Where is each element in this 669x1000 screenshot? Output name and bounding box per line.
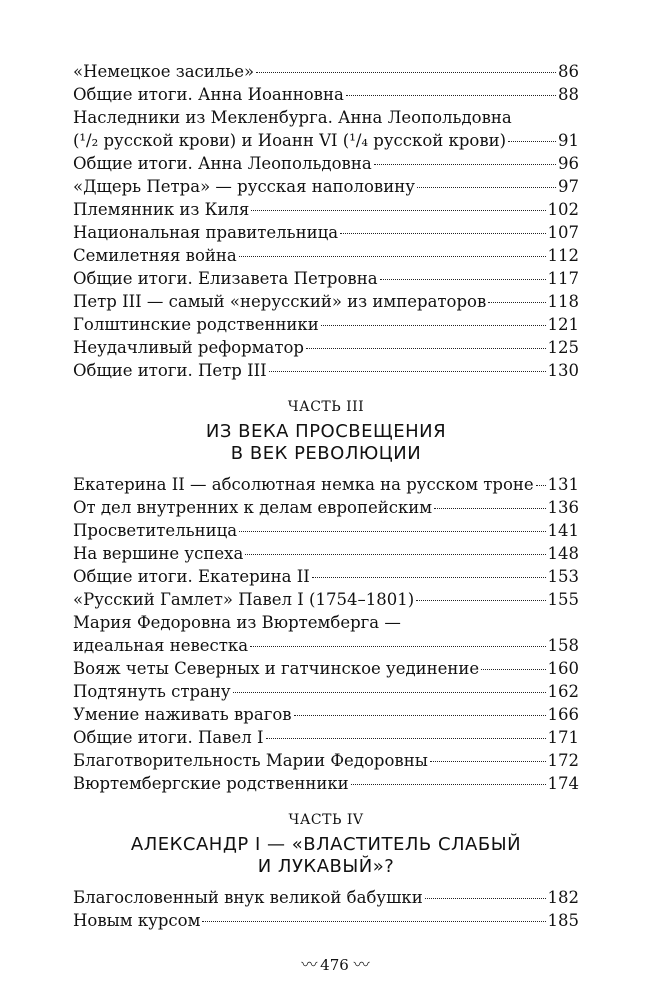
dot-leader: [266, 738, 546, 739]
dot-leader: [294, 715, 546, 716]
toc-entry-page: 125: [547, 338, 579, 357]
dot-leader: [417, 187, 556, 188]
toc-entry-row: [73, 175, 579, 198]
dot-leader: [536, 485, 546, 486]
toc-entry-page: 96: [558, 154, 579, 173]
toc-entry: [73, 703, 579, 726]
toc-entry-title: Просветительница: [73, 521, 238, 540]
toc-entry-page: 86: [558, 62, 579, 81]
dot-leader: [251, 210, 545, 211]
toc-entry-title: Петр III — самый «нерусский» из императоров: [73, 292, 487, 311]
toc-entry: [73, 152, 579, 175]
toc-entry: [73, 60, 579, 83]
toc-entry-page: 88: [558, 85, 579, 104]
toc-entry: [73, 680, 579, 703]
toc-entry-page: 158: [547, 636, 579, 655]
toc-entry-page: 172: [547, 751, 579, 770]
toc-entry-row: [73, 290, 579, 313]
toc-entry: [73, 244, 579, 267]
toc-entry-page: 136: [547, 498, 579, 517]
dot-leader: [346, 95, 556, 96]
toc-entry-row: [73, 703, 579, 726]
toc-entry-row: [73, 565, 579, 588]
toc-entry-title: «Немецкое засилье»: [73, 62, 255, 81]
dot-leader: [321, 325, 546, 326]
toc-entry-page: 141: [547, 521, 579, 540]
toc-entry: [73, 726, 579, 749]
toc-entry-row: [73, 749, 579, 772]
dot-leader: [508, 141, 556, 142]
toc-entry-page: 155: [547, 590, 579, 609]
ornament-right-icon: 〰: [353, 955, 368, 974]
toc-entry-page: 171: [547, 728, 579, 747]
toc-entry-row: [73, 588, 579, 611]
part3-title-line2: В ВЕК РЕВОЛЮЦИИ: [230, 443, 422, 464]
toc-entry-row: [73, 473, 579, 496]
dot-leader: [351, 784, 546, 785]
toc-entry: [73, 611, 579, 657]
toc-entry: [73, 290, 579, 313]
toc-entry: [73, 772, 579, 795]
toc-entry-title: Вояж четы Северных и гатчинское уединение: [73, 659, 480, 678]
toc-group-part3: [73, 473, 579, 795]
toc-entry-row: [73, 886, 579, 909]
toc-entry: [73, 359, 579, 382]
dot-leader: [239, 531, 545, 532]
toc-entry-title: Благословенный внук великой бабушки: [73, 888, 423, 907]
toc-entry-page: 121: [547, 315, 579, 334]
toc-entry-row: [73, 313, 579, 336]
dot-leader: [256, 72, 556, 73]
toc-entry-row: [73, 909, 579, 932]
part3-title-line1: ИЗ ВЕКА ПРОСВЕЩЕНИЯ: [205, 421, 447, 442]
toc-group-part2-continued: [73, 60, 579, 382]
dot-leader: [233, 692, 546, 693]
dot-leader: [430, 761, 546, 762]
dot-leader: [269, 371, 546, 372]
toc-entry-title: «Дщерь Петра» — русская наполовину: [73, 177, 415, 196]
toc-entry-title-first-line: Мария Федоровна из Вюртемберга —: [73, 613, 401, 632]
toc-entry-title: «Русский Гамлет» Павел I (1754–1801): [73, 590, 415, 609]
part4-title: [73, 834, 579, 878]
table-of-contents: [73, 60, 579, 932]
toc-entry: [73, 542, 579, 565]
toc-entry-title: Подтянуть страну: [73, 682, 231, 701]
toc-entry-row: [73, 657, 579, 680]
toc-entry: [73, 106, 579, 152]
toc-entry-row: [73, 83, 579, 106]
toc-entry-title: Общие итоги. Петр III: [73, 361, 267, 380]
toc-entry-page: 97: [558, 177, 579, 196]
toc-entry: [73, 336, 579, 359]
toc-entry-row: [73, 129, 579, 152]
toc-entry-page: 174: [547, 774, 579, 793]
toc-entry: [73, 175, 579, 198]
toc-entry: [73, 267, 579, 290]
toc-entry-row: [73, 772, 579, 795]
toc-entry-page: 117: [547, 269, 579, 288]
toc-entry-row: [73, 267, 579, 290]
ornament-left-icon: 〰: [301, 955, 316, 974]
toc-entry-row: [73, 221, 579, 244]
toc-group-part4: [73, 886, 579, 932]
toc-entry-page: 107: [547, 223, 579, 242]
part4-title-line2: И ЛУКАВЫЙ»?: [257, 856, 395, 877]
toc-entry-title: Неудачливый реформатор: [73, 338, 304, 357]
toc-entry-page: 102: [547, 200, 579, 219]
toc-entry-row: [73, 359, 579, 382]
toc-entry-row: [73, 152, 579, 175]
toc-entry-title: Общие итоги. Павел I: [73, 728, 264, 747]
toc-entry: [73, 886, 579, 909]
page-number: 476: [320, 956, 349, 974]
dot-leader: [380, 279, 546, 280]
toc-entry-title: Общие итоги. Елизавета Петровна: [73, 269, 378, 288]
toc-entry-page: 182: [547, 888, 579, 907]
toc-entry-title: Национальная правительница: [73, 223, 339, 242]
toc-entry-page: 153: [547, 567, 579, 586]
toc-entry: [73, 588, 579, 611]
part3-label: ЧАСТЬ III: [287, 399, 365, 415]
toc-entry: [73, 313, 579, 336]
toc-entry-title: На вершине успеха: [73, 544, 244, 563]
toc-entry-row: [73, 519, 579, 542]
toc-entry-title: Новым курсом: [73, 911, 201, 930]
toc-entry-title: От дел внутренних к делам европейским: [73, 498, 433, 517]
toc-entry-page: 91: [558, 131, 579, 150]
toc-entry-title: Общие итоги. Екатерина II: [73, 567, 310, 586]
part4-title-line1: АЛЕКСАНДР I — «ВЛАСТИТЕЛЬ СЛАБЫЙ: [130, 834, 522, 855]
toc-entry-title: идеальная невестка: [73, 636, 249, 655]
dot-leader: [239, 256, 546, 257]
toc-entry-title: Голштинские родственники: [73, 315, 319, 334]
toc-entry-row: [73, 244, 579, 267]
toc-entry: [73, 657, 579, 680]
toc-entry-page: 118: [547, 292, 579, 311]
toc-entry-title: Племянник из Киля: [73, 200, 250, 219]
toc-entry-row: [73, 60, 579, 83]
toc-entry: [73, 519, 579, 542]
toc-entry: [73, 565, 579, 588]
toc-entry-title: Общие итоги. Анна Леопольдовна: [73, 154, 372, 173]
toc-entry-page: 162: [547, 682, 579, 701]
toc-entry-page: 130: [547, 361, 579, 380]
toc-entry-title-first-line: Наследники из Мекленбурга. Анна Леопольдовна: [73, 108, 512, 127]
dot-leader: [250, 646, 545, 647]
toc-entry-row: [73, 496, 579, 519]
toc-entry: [73, 749, 579, 772]
toc-entry-row: [73, 542, 579, 565]
toc-entry-row: [73, 680, 579, 703]
dot-leader: [416, 600, 545, 601]
toc-entry: [73, 496, 579, 519]
toc-entry-title: Умение наживать врагов: [73, 705, 292, 724]
toc-entry: [73, 909, 579, 932]
dot-leader: [488, 302, 545, 303]
toc-entry-row: [73, 336, 579, 359]
toc-entry-page: 160: [547, 659, 579, 678]
toc-entry-row: [73, 198, 579, 221]
part4-label: ЧАСТЬ IV: [288, 812, 364, 828]
toc-entry-title: (¹/₂ русской крови) и Иоанн VI (¹/₄ русской крови): [73, 131, 507, 150]
toc-entry-title: Благотворительность Марии Федоровны: [73, 751, 428, 770]
page-footer: [0, 952, 669, 975]
toc-entry-page: 166: [547, 705, 579, 724]
toc-entry-title: Общие итоги. Анна Иоанновна: [73, 85, 344, 104]
toc-entry-title: Екатерина II — абсолютная немка на русском троне: [73, 475, 534, 494]
dot-leader: [340, 233, 545, 234]
toc-entry-title: Вюртембергские родственники: [73, 774, 349, 793]
toc-entry-row: [73, 726, 579, 749]
toc-entry-page: 112: [547, 246, 579, 265]
toc-entry-page: 148: [547, 544, 579, 563]
toc-entry-title: Семилетняя война: [73, 246, 237, 265]
part3-title: [73, 421, 579, 465]
toc-entry: [73, 473, 579, 496]
toc-entry: [73, 83, 579, 106]
toc-entry-row: [73, 634, 579, 657]
toc-entry: [73, 198, 579, 221]
dot-leader: [425, 898, 546, 899]
toc-entry-page: 185: [547, 911, 579, 930]
dot-leader: [202, 921, 545, 922]
dot-leader: [245, 554, 545, 555]
dot-leader: [481, 669, 545, 670]
dot-leader: [434, 508, 545, 509]
toc-entry: [73, 221, 579, 244]
dot-leader: [374, 164, 556, 165]
dot-leader: [306, 348, 546, 349]
dot-leader: [312, 577, 546, 578]
toc-entry-page: 131: [547, 475, 579, 494]
